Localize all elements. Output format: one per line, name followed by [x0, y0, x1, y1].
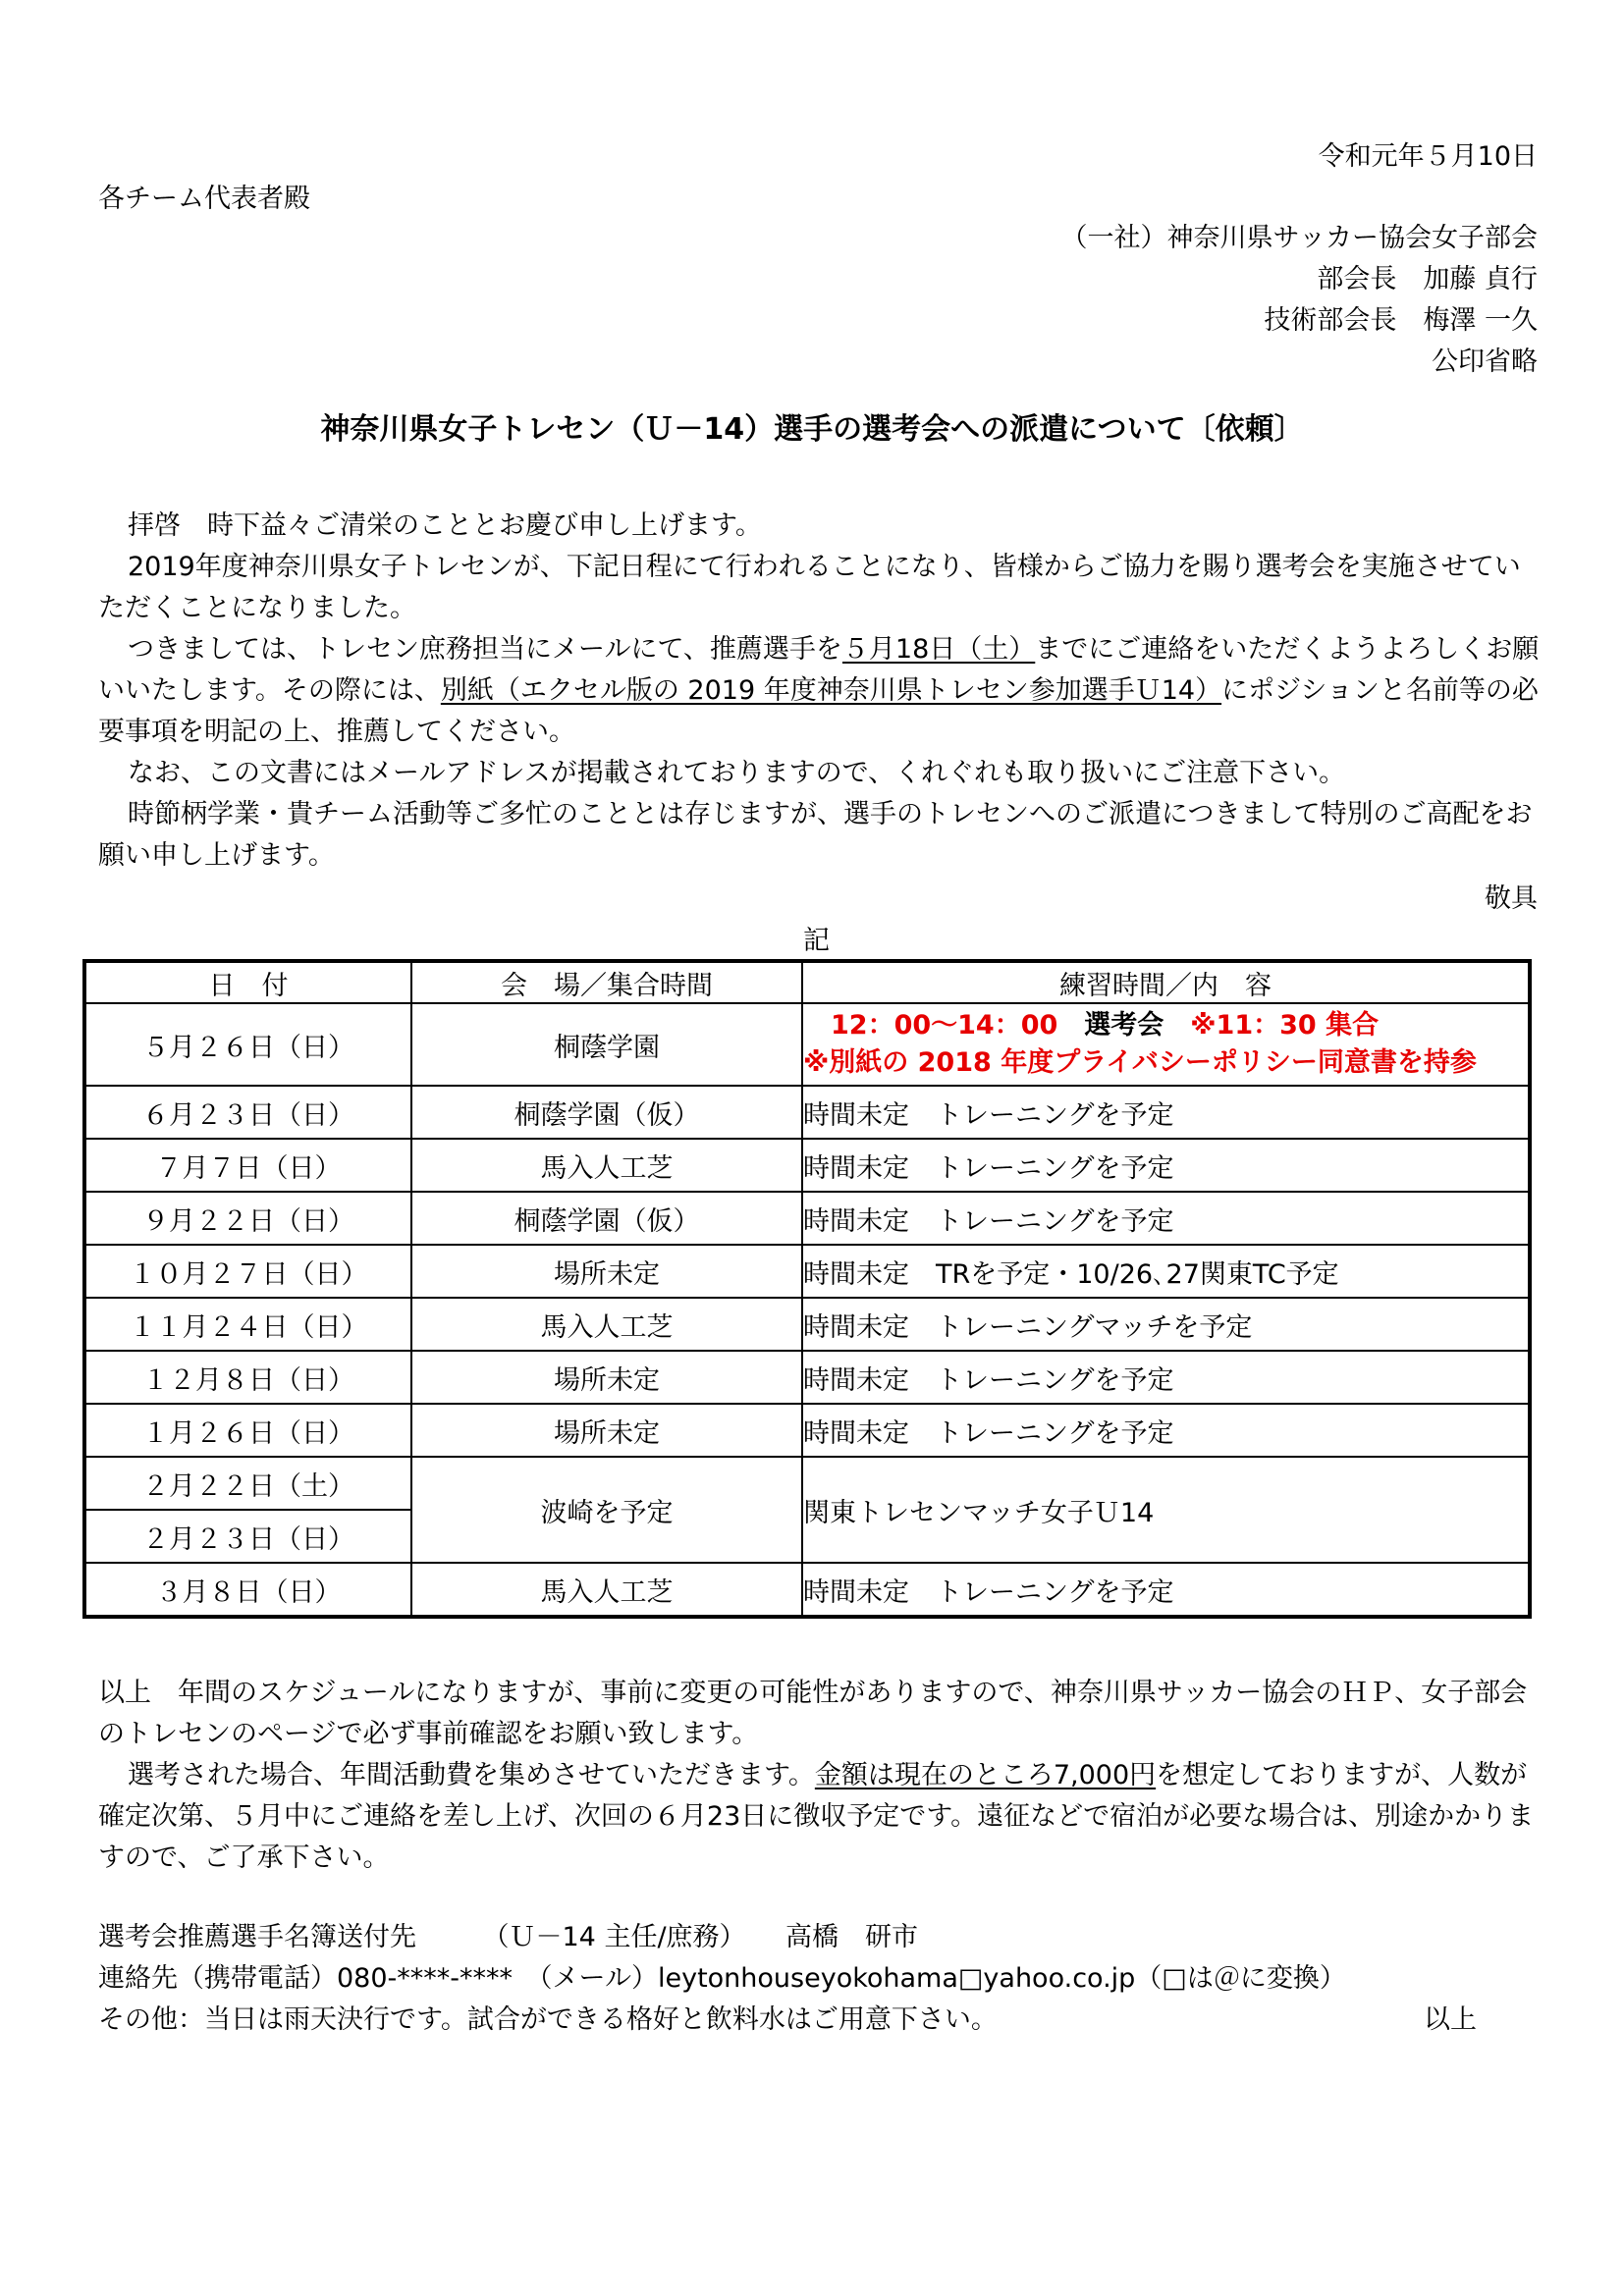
fee-note: 選考された場合、年間活動費を集めさせていただきます。金額は現在のところ7,000円を想定しておりますが、人数が確定次第、５月中にご連絡を差し上げ、次回の６月23日に徴収予定です。遠征などで宿泊が必要な場合は、別途かかりますので、ご了承下さい。 [98, 1760, 1535, 1873]
row-content: 時間未定 TRを予定・10/26､27関東TC予定 [802, 1245, 1530, 1298]
row-venue: 場所未定 [411, 1404, 802, 1457]
row-date: ９月２２日（日） [84, 1192, 411, 1245]
closing-word: 敬具 [1485, 883, 1538, 914]
gathering-time: ※11：30 集合 [1190, 1010, 1380, 1041]
row-content: 時間未定 トレーニングを予定 [802, 1086, 1530, 1139]
row-venue: 場所未定 [411, 1351, 802, 1404]
privacy-consent-note: ※別紙の 2018 年度プライバシーポリシー同意書を持参 [803, 1047, 1477, 1078]
row-venue: 桐蔭学園 [411, 1003, 802, 1086]
seal-omitted-note: 公印省略 [1432, 347, 1538, 377]
row-date: １月２６日（日） [84, 1404, 411, 1457]
row-content: 時間未定 トレーニングを予定 [802, 1404, 1530, 1457]
selection-time: 12：00～14：00 [831, 1010, 1058, 1041]
sender-tech-chair: 技術部会長 梅澤 一久 [1264, 305, 1538, 336]
table-row [84, 1086, 1530, 1139]
table-row [84, 1404, 1530, 1457]
table-row [84, 1003, 1530, 1086]
header-content: 練習時間／内 容 [802, 961, 1530, 1003]
schedule-table [82, 959, 1532, 1619]
addressee: 各チーム代表者殿 [98, 184, 310, 214]
row-venue: 桐蔭学園（仮） [411, 1192, 802, 1245]
table-row [84, 1192, 1530, 1245]
table-row [84, 1563, 1530, 1617]
row-date: １１月２４日（日） [84, 1298, 411, 1351]
row-venue: 桐蔭学園（仮） [411, 1086, 802, 1139]
courtesy-paragraph: 時節柄学業・貴チーム活動等ご多忙のこととは存じますが、選手のトレセンへのご派遣につきまして特別のご高配をお願い申し上げます。 [98, 799, 1533, 871]
privacy-paragraph: なお、この文書にはメールアドレスが掲載されておりますので、くれぐれも取り扱いにご注意下さい。 [128, 758, 1346, 788]
row-venue: 波崎を予定 [411, 1457, 802, 1563]
intro-paragraph: 2019年度神奈川県女子トレセンが、下記日程にて行われることになり、皆様からご協力を賜り選考会を実施させていただくことになりました。 [98, 552, 1521, 623]
deadline-date: ５月18日（土） [841, 634, 1036, 665]
row-date: ５月２６日（日） [84, 1003, 411, 1086]
row-venue: 馬入人工芝 [411, 1298, 802, 1351]
greeting-paragraph: 拝啓 時下益々ご清栄のこととお慶び申し上げます。 [128, 510, 762, 541]
row-venue: 場所未定 [411, 1245, 802, 1298]
sender-organization: （一社）神奈川県サッカー協会女子部会 [1060, 223, 1538, 253]
sender-chair: 部会長 加藤 貞行 [1317, 264, 1538, 294]
table-row [84, 1139, 1530, 1192]
row-date: ２月２３日（日） [84, 1510, 411, 1563]
row-content: 時間未定 トレーニングマッチを予定 [802, 1298, 1530, 1351]
table-row [84, 1457, 1530, 1510]
contact-block [98, 1917, 1551, 2041]
row-content: 時間未定 トレーニングを予定 [802, 1139, 1530, 1192]
row-content: 時間未定 トレーニングを予定 [802, 1351, 1530, 1404]
row-date: ３月８日（日） [84, 1563, 411, 1617]
header-venue: 会 場／集合時間 [411, 961, 802, 1003]
row-content: 時間未定 トレーニングを予定 [802, 1563, 1530, 1617]
row-content: 関東トレセンマッチ女子Ｕ14 [802, 1457, 1530, 1563]
row-venue: 馬入人工芝 [411, 1139, 802, 1192]
row-date: １２月８日（日） [84, 1351, 411, 1404]
submission-contact: 選考会推薦選手名簿送付先 （Ｕ－14 主任/庶務） 高橋 研市 [98, 1922, 919, 1952]
other-notes: その他：当日は雨天決行です。試合ができる格好と飲料水はご用意下さい。 [98, 2004, 998, 2035]
letter-body [98, 506, 1542, 877]
end-mark: 以上 [1424, 2004, 1477, 2035]
request-paragraph: つきましては、トレセン庶務担当にメールにて、推薦選手を５月18日（土）までにご連絡をいただくようよろしくお願いいたします。その際には、別紙（エクセル版の 2019 年度神奈川県トレセン参加選手Ｕ14）にポジションと名前等の必要事項を明記の上、推薦してください。 [98, 634, 1540, 747]
row-date: ６月２３日（日） [84, 1086, 411, 1139]
row-venue: 馬入人工芝 [411, 1563, 802, 1617]
row-date: ２月２２日（土） [84, 1457, 411, 1510]
table-header-row [84, 961, 1530, 1003]
document-date: 令和元年５月10日 [1318, 141, 1538, 172]
page-title: 神奈川県女子トレセン（Ｕ－14）選手の選考会への派遣について〔依頼〕 [320, 412, 1304, 447]
header-date: 日 付 [84, 961, 411, 1003]
fee-amount: 金額は現在のところ7,000円 [814, 1760, 1157, 1790]
table-row [84, 1351, 1530, 1404]
row-content: 12：00～14：00 選考会 ※11：30 集合 ※別紙の 2018 年度プライバシーポリシー同意書を持参 [802, 1003, 1530, 1086]
phone-email-contact: 連絡先（携帯電話）080-****-**** （メール）leytonhouseyokohama□yahoo.co.jp（□は＠に変換） [98, 1963, 1346, 1994]
table-row [84, 1298, 1530, 1351]
ki-marker: 記 [803, 926, 830, 956]
attachment-reference: 別紙（エクセル版の 2019 年度神奈川県トレセン参加選手Ｕ14） [440, 675, 1222, 706]
table-row [84, 1245, 1530, 1298]
row-date: １０月２７日（日） [84, 1245, 411, 1298]
row-date: ７月７日（日） [84, 1139, 411, 1192]
row-content: 時間未定 トレーニングを予定 [802, 1192, 1530, 1245]
schedule-note: 以上 年間のスケジュールになりますが、事前に変更の可能性がありますので、神奈川県サッカー協会のＨＰ、女子部会のトレセンのページで必ず事前確認をお願い致します。 [98, 1678, 1528, 1749]
footer-notes [98, 1673, 1551, 1879]
